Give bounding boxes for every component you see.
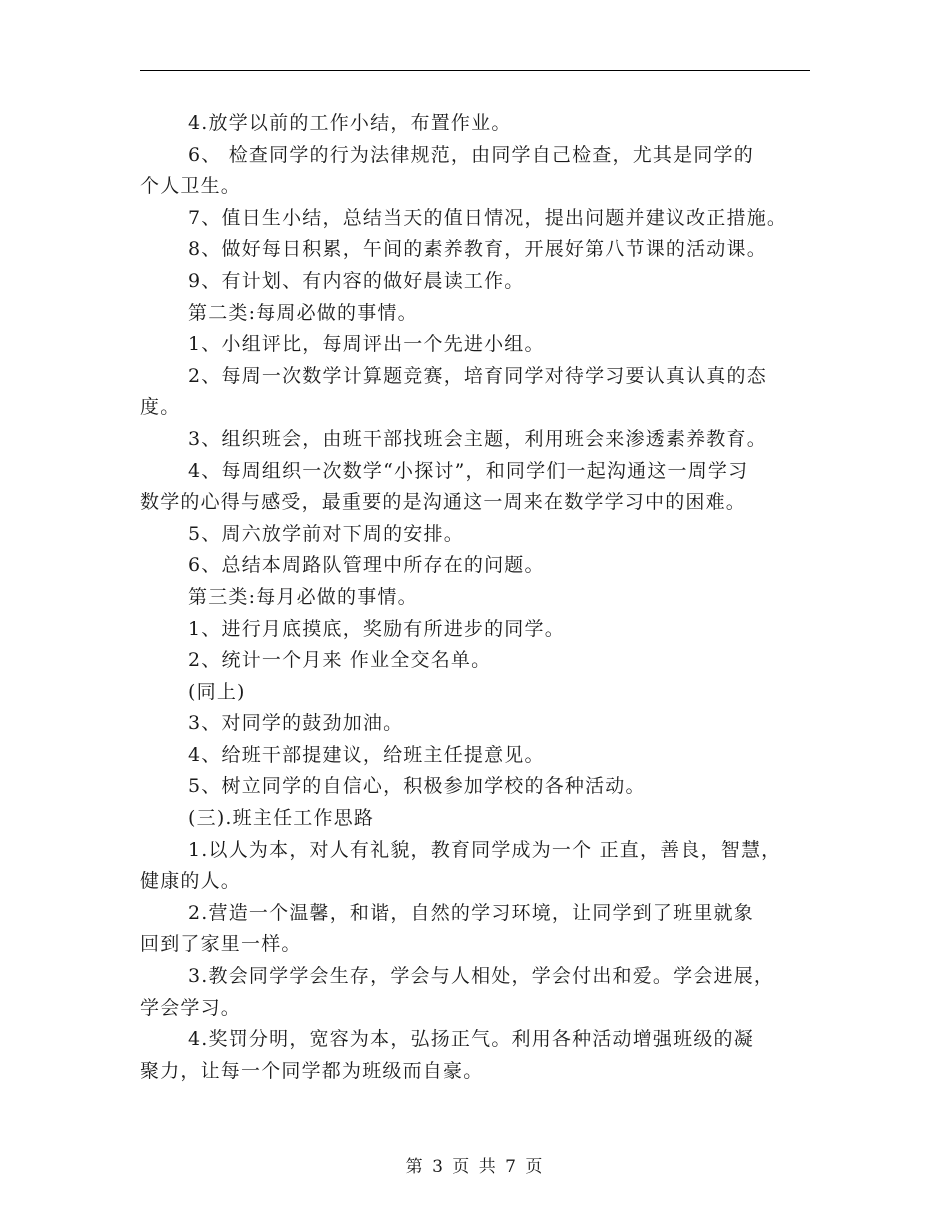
text-line: 2、统计一个月来 作业全交名单。 xyxy=(188,649,492,672)
text-line: 3、对同学的鼓劲加油。 xyxy=(188,712,404,735)
text-line: 5、树立同学的自信心，积极参加学校的各种活动。 xyxy=(188,775,646,798)
page-number: 第 3 页 共 7 页 xyxy=(405,1157,545,1177)
text-line: 4、给班干部提建议，给班主任提意见。 xyxy=(188,743,545,766)
text-line: 8、做好每日积累，午间的素养教育，开展好第八节课的活动课。 xyxy=(188,238,767,261)
text-line: 回到了家里一样。 xyxy=(140,933,302,956)
text-line: 2、每周一次数学计算题竞赛，培育同学对待学习要认真认真的态 xyxy=(188,364,767,387)
text-line: 第三类:每月必做的事情。 xyxy=(188,585,418,608)
header-rule xyxy=(140,70,810,71)
text-line: 1、进行月底摸底，奖励有所进步的同学。 xyxy=(188,617,565,640)
text-line: 7、值日生小结，总结当天的值日情况，提出问题并建议改正措施。 xyxy=(188,206,788,229)
text-line: 6、总结本周路队管理中所存在的问题。 xyxy=(188,554,545,577)
text-line: 第二类:每周必做的事情。 xyxy=(188,301,418,324)
text-line: 4.放学以前的工作小结，布置作业。 xyxy=(188,112,512,134)
text-line: 4.奖罚分明，宽容为本，弘扬正气。利用各种活动增强班级的凝 xyxy=(188,1028,754,1051)
text-line: 1.以人为本，对人有礼貌，教育同学成为一个 正直，善良，智慧， xyxy=(188,838,782,861)
text-line: 1、小组评比，每周评出一个先进小组。 xyxy=(188,333,545,356)
text-line: 学会学习。 xyxy=(140,996,242,1019)
text-line: 9、有计划、有内容的做好晨读工作。 xyxy=(188,269,525,292)
text-line: 度。 xyxy=(140,396,181,419)
text-line: 6、 检查同学的行为法律规范，由同学自己检查，尤其是同学的 xyxy=(188,143,754,166)
text-line: 4、每周组织一次数学“小探讨”，和同学们一起沟通这一周学习 xyxy=(188,459,749,482)
text-line: (三).班主任工作思路 xyxy=(188,807,375,830)
text-line: 3.教会同学学会生存，学会与人相处，学会付出和爱。学会进展， xyxy=(188,965,775,988)
text-line: 聚力，让每一个同学都为班级而自豪。 xyxy=(140,1059,484,1082)
text-line: 3、组织班会，由班干部找班会主题，利用班会来渗透素养教育。 xyxy=(188,427,767,450)
text-line: 健康的人。 xyxy=(140,870,242,893)
text-line: (同上) xyxy=(188,680,246,703)
document-body xyxy=(140,108,820,1087)
text-line: 5、周六放学前对下周的安排。 xyxy=(188,522,464,545)
text-line: 数学的心得与感受，最重要的是沟通这一周来在数学学习中的困难。 xyxy=(140,491,747,514)
text-line: 个人卫生。 xyxy=(140,175,242,198)
text-line: 2.营造一个温馨，和谐，自然的学习环境，让同学到了班里就象 xyxy=(188,901,754,924)
